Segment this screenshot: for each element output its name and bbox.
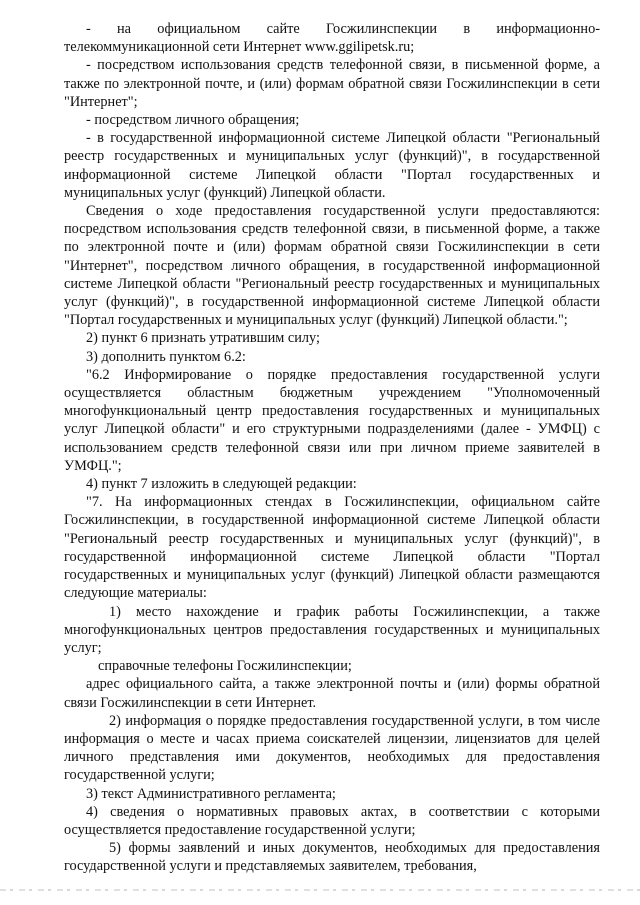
list-item-phone-mail: - посредством использования средств телефонной связи, в письменной форме, а также по электронной почте, и (или) формам обратной связи Госжилинспекции в сети "Интернет"; <box>64 57 600 110</box>
paragraph-item-3: 3) дополнить пунктом 6.2: <box>86 348 246 365</box>
paragraph-progress-info: Сведения о ходе предоставления государственной услуги предоставляются: посредством использования средств телефонной связи, в письменной форме, а также по электронной почте и (или) формам обратной связи Госжилинспекции в сети "Интернет", посредством личного обращения, в государственной информационной системе Липецкой области "Региональный реестр государственных и муниципальных услуг (функций)", в государственной информационной системе Липецкой области "Портал государственных и муниципальных услуг (функций) Липецкой области."; <box>64 203 600 329</box>
paragraph-item-4: 4) пункт 7 изложить в следующей редакции: <box>86 476 357 493</box>
list-item-personal-visit: - посредством личного обращения; <box>86 112 300 129</box>
document-page <box>64 20 600 876</box>
paragraph-7-item-1: 1) место нахождение и график работы Госжилинспекции, а также многофункциональных центров предоставления государственных и муниципальных услуг; <box>64 603 600 656</box>
scan-artifact-line <box>0 889 640 891</box>
paragraph-7-item-5: 5) формы заявлений и иных документов, необходимых для предоставления государственной услуги и представляемых заявителем, требования, <box>64 840 600 875</box>
paragraph-7-item-4: 4) сведения о нормативных правовых актах, в соответствии с которыми осуществляется предоставление государственной услуги; <box>64 803 600 838</box>
paragraph-phones: справочные телефоны Госжилинспекции; <box>98 658 352 675</box>
paragraph-7-item-3: 3) текст Административного регламента; <box>86 785 336 802</box>
paragraph-7-item-2: 2) информация о порядке предоставления государственной услуги, в том числе информация о месте и часах приема соискателей лицензии, лицензиатов для целей личного представления ими документов, необходимых для предоставления государственной услуги; <box>64 712 600 784</box>
paragraph-6-2: "6.2 Информирование о порядке предоставления государственной услуги осуществляется областным бюджетным учреждением "Уполномоченный многофункциональный центр предоставления государственных и муниципальных услуг Липецкой области" и его структурными подразделениями (далее - УМФЦ) с использованием средств телефонной связи или при личном приеме заявителей в УМФЦ."; <box>64 366 600 474</box>
list-item-regional-registry: - в государственной информационной системе Липецкой области "Региональный реестр государственных и муниципальных услуг (функций)", в государственной информационной системе Липецкой области "Портал государственных и муниципальных услуг (функций) Липецкой области. <box>64 130 600 201</box>
paragraph-7: "7. На информационных стендах в Госжилинспекции, официальном сайте Госжилинспекции, в государственной информационной системе Липецкой области "Региональный реестр государственных и муниципальных услуг (функций)", в государственной информационной системе Липецкой области "Портал государственных и муниципальных услуг (функций) Липецкой области размещаются следующие материалы: <box>64 494 600 602</box>
paragraph-item-2: 2) пункт 6 признать утратившим силу; <box>86 330 320 347</box>
list-item-official-site: - на официальном сайте Госжилинспекции в информационно-телекоммуникационной сети Интернет www.ggilipetsk.ru; <box>64 21 600 56</box>
paragraph-site-address: адрес официального сайта, а также электронной почты и (или) формы обратной связи Госжилинспекции в сети Интернет. <box>64 676 600 711</box>
